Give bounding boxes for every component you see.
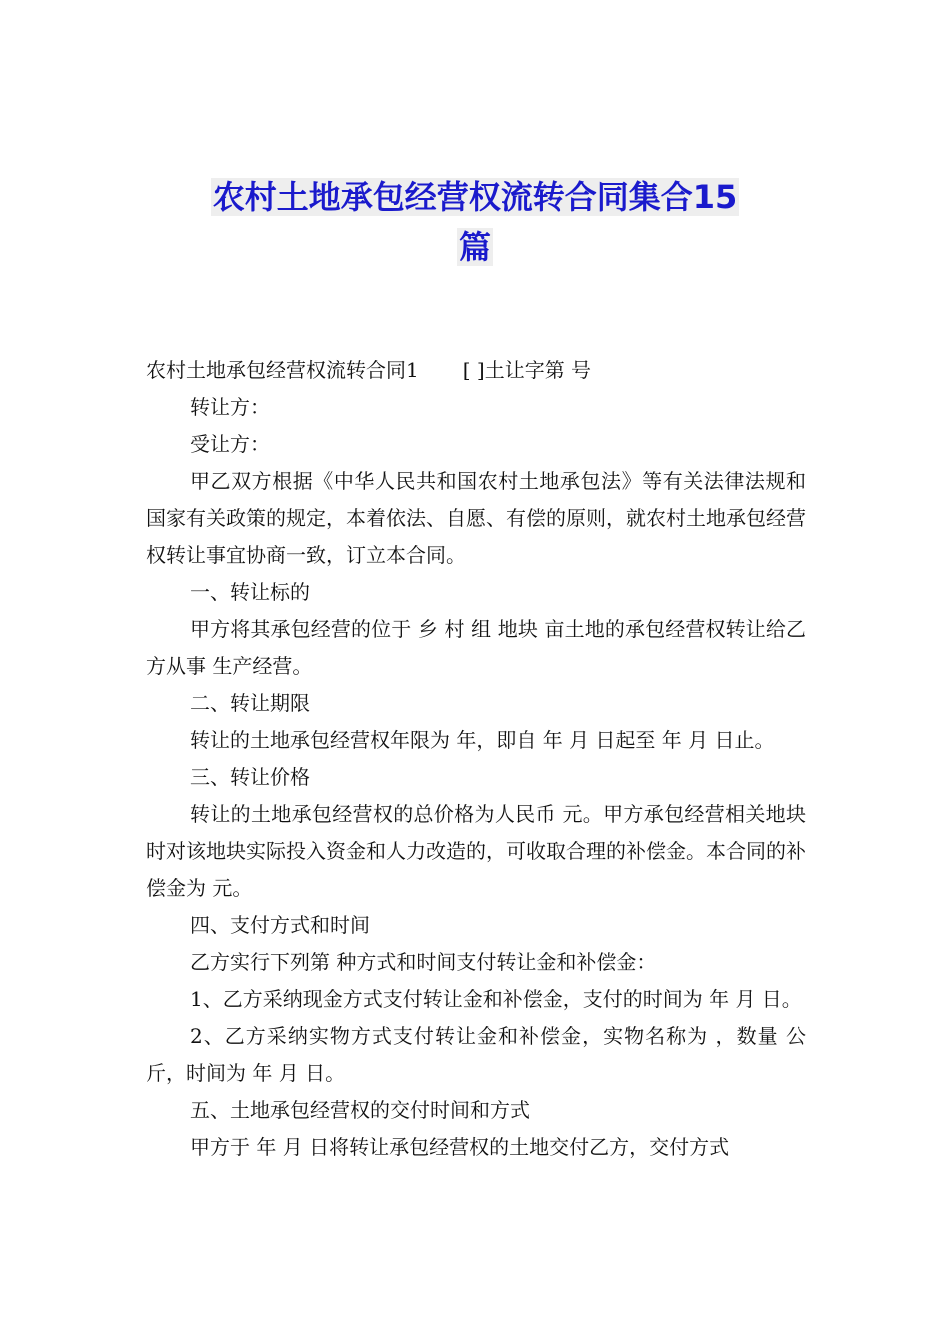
paragraph: 转让的土地承包经营权的总价格为人民币 元。甲方承包经营相关地块时对该地块实际投入资金和人力改造的，可收取合理的补偿金。本合同的补偿金为 元。 <box>146 802 806 900</box>
section-heading: 四、支付方式和时间 <box>190 913 370 937</box>
list-item: 1、乙方采纳现金方式支付转让金和补偿金，支付的时间为 年 月 日。 <box>190 987 802 1011</box>
paragraph: 甲乙双方根据《中华人民共和国农村土地承包法》等有关法律法规和国家有关政策的规定，本着依法、自愿、有偿的原则，就农村土地承包经营权转让事宜协商一致，订立本合同。 <box>146 469 806 567</box>
title-line-2: 篇 <box>458 228 491 266</box>
paragraph: 转让的土地承包经营权年限为 年，即自 年 月 日起至 年 月 日止。 <box>190 728 775 752</box>
paragraph: 转让方： <box>190 395 270 419</box>
contract-heading-line <box>146 352 806 389</box>
document-body <box>146 352 806 1166</box>
section-heading: 二、转让期限 <box>190 691 310 715</box>
contract-name: 农村土地承包经营权流转合同1 <box>146 358 419 382</box>
section-heading: 一、转让标的 <box>190 580 310 604</box>
title-line-1: 农村土地承包经营权流转合同集合15 <box>212 178 738 216</box>
document-title <box>150 172 800 272</box>
paragraph: 受让方： <box>190 432 270 456</box>
section-heading: 五、土地承包经营权的交付时间和方式 <box>190 1098 530 1122</box>
section-heading: 三、转让价格 <box>190 765 310 789</box>
contract-number: [ ]土让字第 号 <box>462 358 592 382</box>
paragraph: 乙方实行下列第 种方式和时间支付转让金和补偿金： <box>190 950 657 974</box>
paragraph: 甲方于 年 月 日将转让承包经营权的土地交付乙方，交付方式 <box>190 1135 730 1159</box>
list-item: 2、乙方采纳实物方式支付转让金和补偿金，实物名称为 ，数量 公斤，时间为 年 月 日。 <box>146 1024 806 1085</box>
paragraph: 甲方将其承包经营的位于 乡 村 组 地块 亩土地的承包经营权转让给乙方从事 生产经营。 <box>146 617 806 678</box>
